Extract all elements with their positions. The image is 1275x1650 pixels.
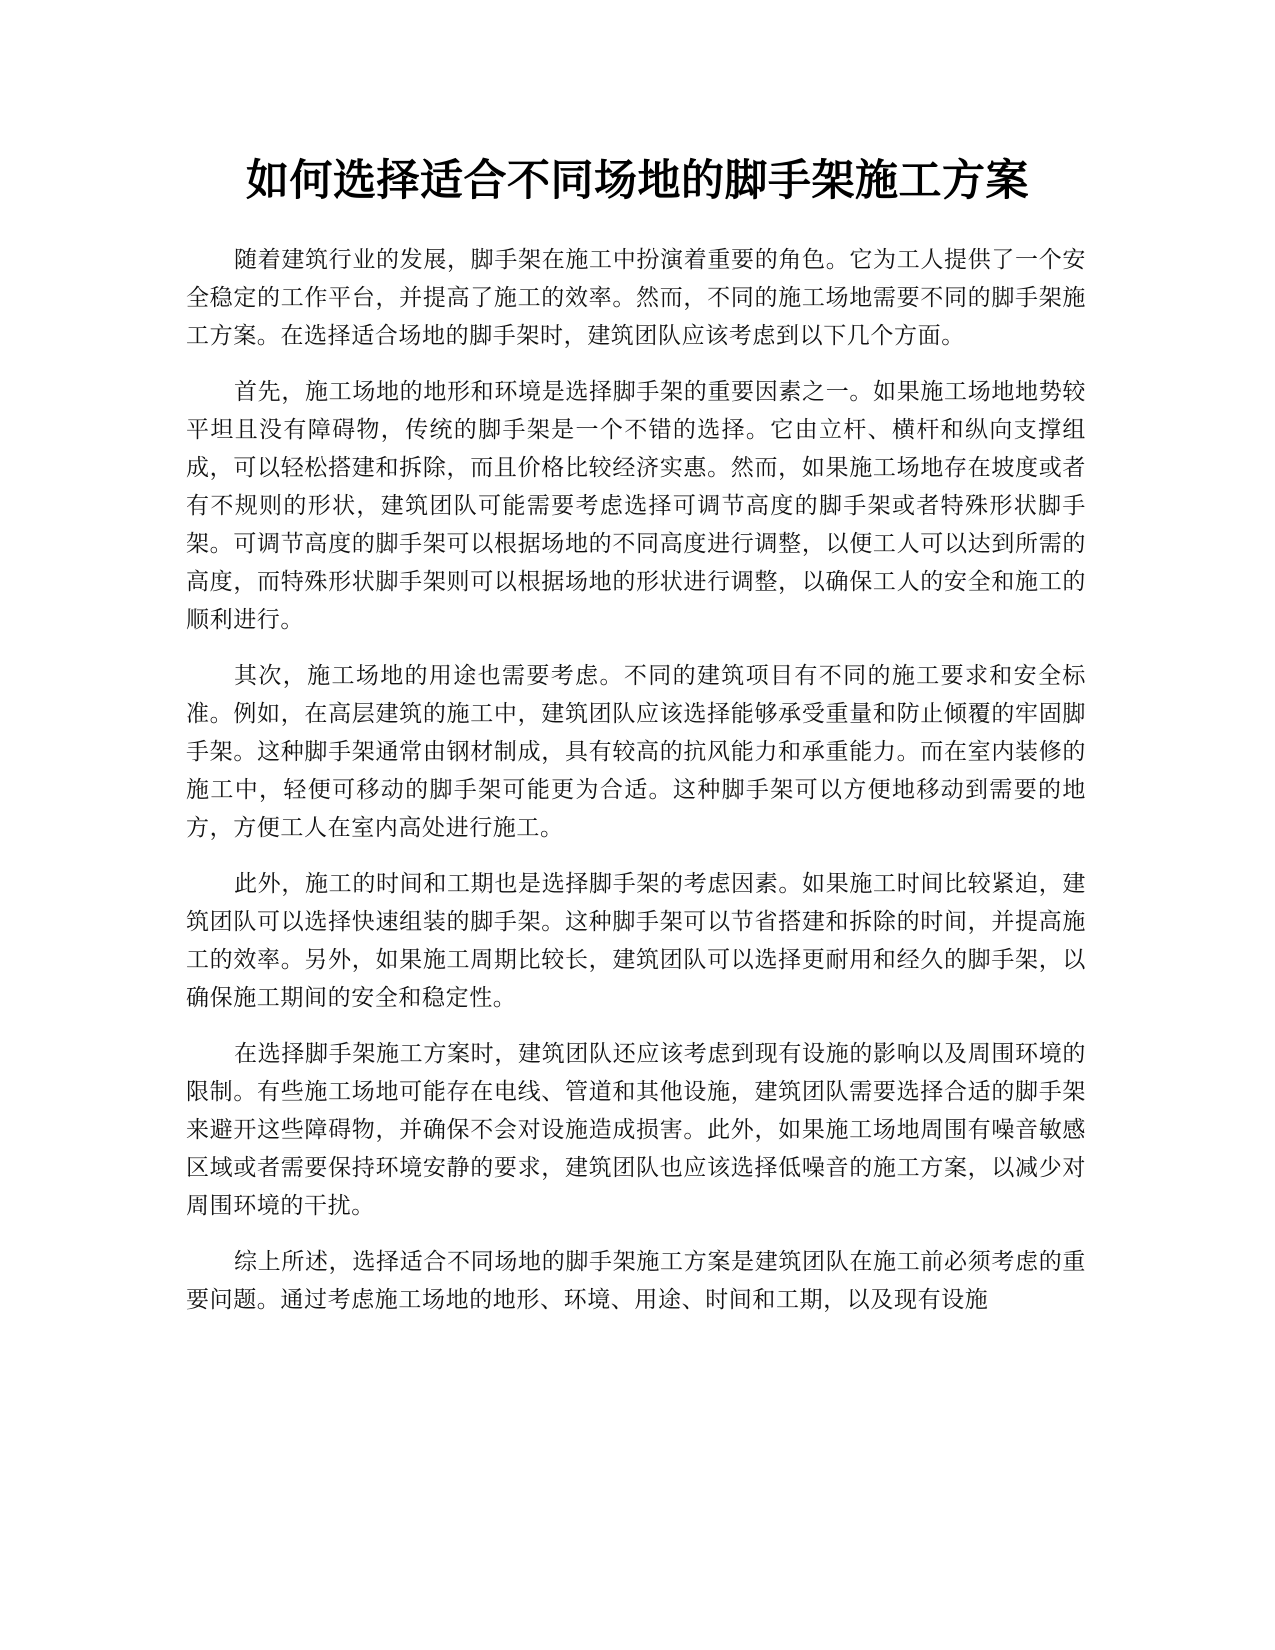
paragraph-schedule: 此外，施工的时间和工期也是选择脚手架的考虑因素。如果施工时间比较紧迫，建筑团队可以选择快速组装的脚手架。这种脚手架可以节省搭建和拆除的时间，并提高施工的效率。另外，如果施工周期比较长，建筑团队可以选择更耐用和经久的脚手架，以确保施工期间的安全和稳定性。 bbox=[186, 871, 1086, 1011]
document-title: 如何选择适合不同场地的脚手架施工方案 bbox=[246, 156, 1029, 206]
paragraph-usage: 其次，施工场地的用途也需要考虑。不同的建筑项目有不同的施工要求和安全标准。例如，在高层建筑的施工中，建筑团队应该选择能够承受重量和防止倾覆的牢固脚手架。这种脚手架通常由钢材制成，具有较高的抗风能力和承重能力。而在室内装修的施工中，轻便可移动的脚手架可能更为合适。这种脚手架可以方便地移动到需要的地方，方便工人在室内高处进行施工。 bbox=[186, 663, 1086, 841]
paragraph-intro: 随着建筑行业的发展，脚手架在施工中扮演着重要的角色。它为工人提供了一个安全稳定的工作平台，并提高了施工的效率。然而，不同的施工场地需要不同的脚手架施工方案。在选择适合场地的脚手架时，建筑团队应该考虑到以下几个方面。 bbox=[186, 247, 1086, 349]
paragraph-facilities: 在选择脚手架施工方案时，建筑团队还应该考虑到现有设施的影响以及周围环境的限制。有些施工场地可能存在电线、管道和其他设施，建筑团队需要选择合适的脚手架来避开这些障碍物，并确保不会对设施造成损害。此外，如果施工场地周围有噪音敏感区域或者需要保持环境安静的要求，建筑团队也应该选择低噪音的施工方案，以减少对周围环境的干扰。 bbox=[186, 1041, 1086, 1219]
document-body bbox=[186, 241, 1086, 1337]
paragraph-conclusion: 综上所述，选择适合不同场地的脚手架施工方案是建筑团队在施工前必须考虑的重要问题。通过考虑施工场地的地形、环境、用途、时间和工期，以及现有设施 bbox=[186, 1249, 1086, 1313]
paragraph-terrain: 首先，施工场地的地形和环境是选择脚手架的重要因素之一。如果施工场地地势较平坦且没有障碍物，传统的脚手架是一个不错的选择。它由立杆、横杆和纵向支撑组成，可以轻松搭建和拆除，而且价格比较经济实惠。然而，如果施工场地存在坡度或者有不规则的形状，建筑团队可能需要考虑选择可调节高度的脚手架或者特殊形状脚手架。可调节高度的脚手架可以根据场地的不同高度进行调整，以便工人可以达到所需的高度，而特殊形状脚手架则可以根据场地的形状进行调整，以确保工人的安全和施工的顺利进行。 bbox=[186, 379, 1086, 633]
